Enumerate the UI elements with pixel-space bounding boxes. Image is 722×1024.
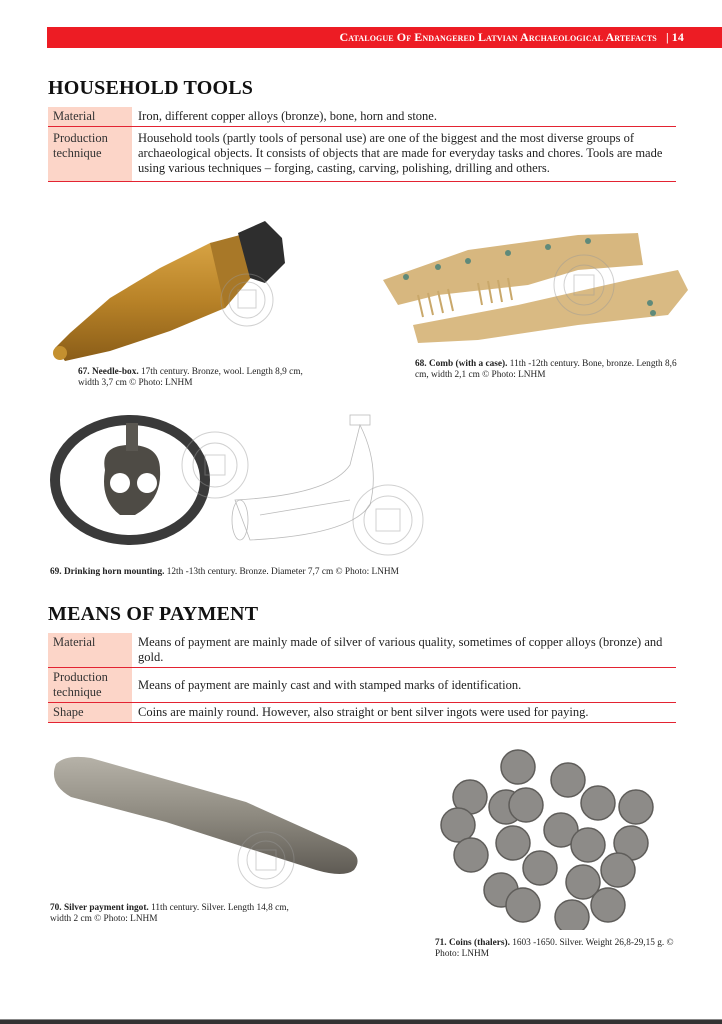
running-header	[340, 30, 685, 45]
coin	[581, 786, 615, 820]
caption-title: 67. Needle-box.	[78, 367, 139, 377]
coin	[601, 853, 635, 887]
caption-desc: 17th century. Bronze, wool. Length 8,9 cm, width 3,7 cm © Photo: LNHM	[78, 367, 303, 388]
page-separator: |	[665, 30, 669, 44]
page-number: 14	[671, 30, 684, 44]
coin	[591, 888, 625, 922]
caption-68	[415, 359, 685, 381]
caption-69	[50, 567, 500, 578]
coin	[619, 790, 653, 824]
caption-title: 71. Coins (thalers).	[435, 938, 510, 948]
row-label: Material	[48, 107, 132, 126]
caption-desc: 12th -13th century. Bronze. Diameter 7,7 cm © Photo: LNHM	[164, 567, 399, 577]
footer-bar	[0, 1019, 722, 1024]
coin	[523, 851, 557, 885]
row-value: Household tools (partly tools of personal use) are one of the biggest and the most diverse groups of archaeological objects. It consists of objects that are made for everyday tasks and chores. Tools are made using various techniques – forging, casting, carving, polishing, drilling and others.	[138, 131, 663, 175]
drinking-horn-mounting-photo	[50, 405, 440, 560]
coin	[571, 828, 605, 862]
row-value: Iron, different copper alloys (bronze), bone, horn and stone.	[138, 109, 437, 123]
coin	[509, 788, 543, 822]
table-row-production-technique	[48, 668, 676, 703]
coin	[501, 750, 535, 784]
coin	[551, 763, 585, 797]
coins-photo	[438, 745, 668, 930]
row-label: Shape	[48, 703, 132, 722]
means-of-payment-table	[48, 633, 676, 723]
coin	[441, 808, 475, 842]
section-title-means-of-payment: MEANS OF PAYMENT	[48, 603, 259, 625]
museum-stamp-watermark	[221, 274, 273, 326]
row-label: Material	[48, 633, 132, 667]
row-label: Production technique	[48, 127, 132, 181]
table-row-production-technique	[48, 127, 676, 182]
section-title-household-tools: HOUSEHOLD TOOLS	[48, 77, 254, 99]
caption-desc: 11th century. Silver. Length 14,8 cm, width 2 cm © Photo: LNHM	[50, 903, 289, 924]
silver-ingot-photo	[46, 752, 366, 892]
row-value: Coins are mainly round. However, also straight or bent silver ingots were used for paying.	[138, 705, 589, 719]
caption-desc: 1603 -1650. Silver. Weight 26,8-29,15 g. © Photo: LNHM	[435, 938, 674, 959]
table-row-material	[48, 633, 676, 668]
caption-title: 68. Comb (with a case).	[415, 359, 508, 369]
row-value: Means of payment are mainly made of silver of various quality, sometimes of copper alloys (bronze) and gold.	[138, 635, 663, 664]
museum-stamp-watermark	[182, 432, 423, 555]
row-value: Means of payment are mainly cast and with stamped marks of identification.	[138, 677, 522, 692]
caption-desc: 11th -12th century. Bone, bronze. Length 8,6 cm, width 2,1 cm © Photo: LNHM	[415, 359, 677, 380]
table-row-shape	[48, 703, 676, 723]
caption-67	[78, 367, 306, 389]
caption-71	[435, 938, 675, 960]
caption-title: 69. Drinking horn mounting.	[50, 567, 165, 577]
caption-title: 70. Silver payment ingot.	[50, 903, 149, 913]
header-bar	[47, 27, 722, 48]
coin	[506, 888, 540, 922]
coin	[555, 900, 589, 930]
table-row-material	[48, 107, 676, 127]
needle-box-photo	[50, 213, 295, 363]
coin	[454, 838, 488, 872]
row-label: Production technique	[48, 668, 132, 702]
caption-70	[50, 903, 310, 925]
household-tools-table	[48, 107, 676, 182]
coin	[496, 826, 530, 860]
publication-title: Catalogue Of Endangered Latvian Archaeological Artefacts	[339, 30, 657, 44]
comb-photo	[378, 225, 698, 350]
